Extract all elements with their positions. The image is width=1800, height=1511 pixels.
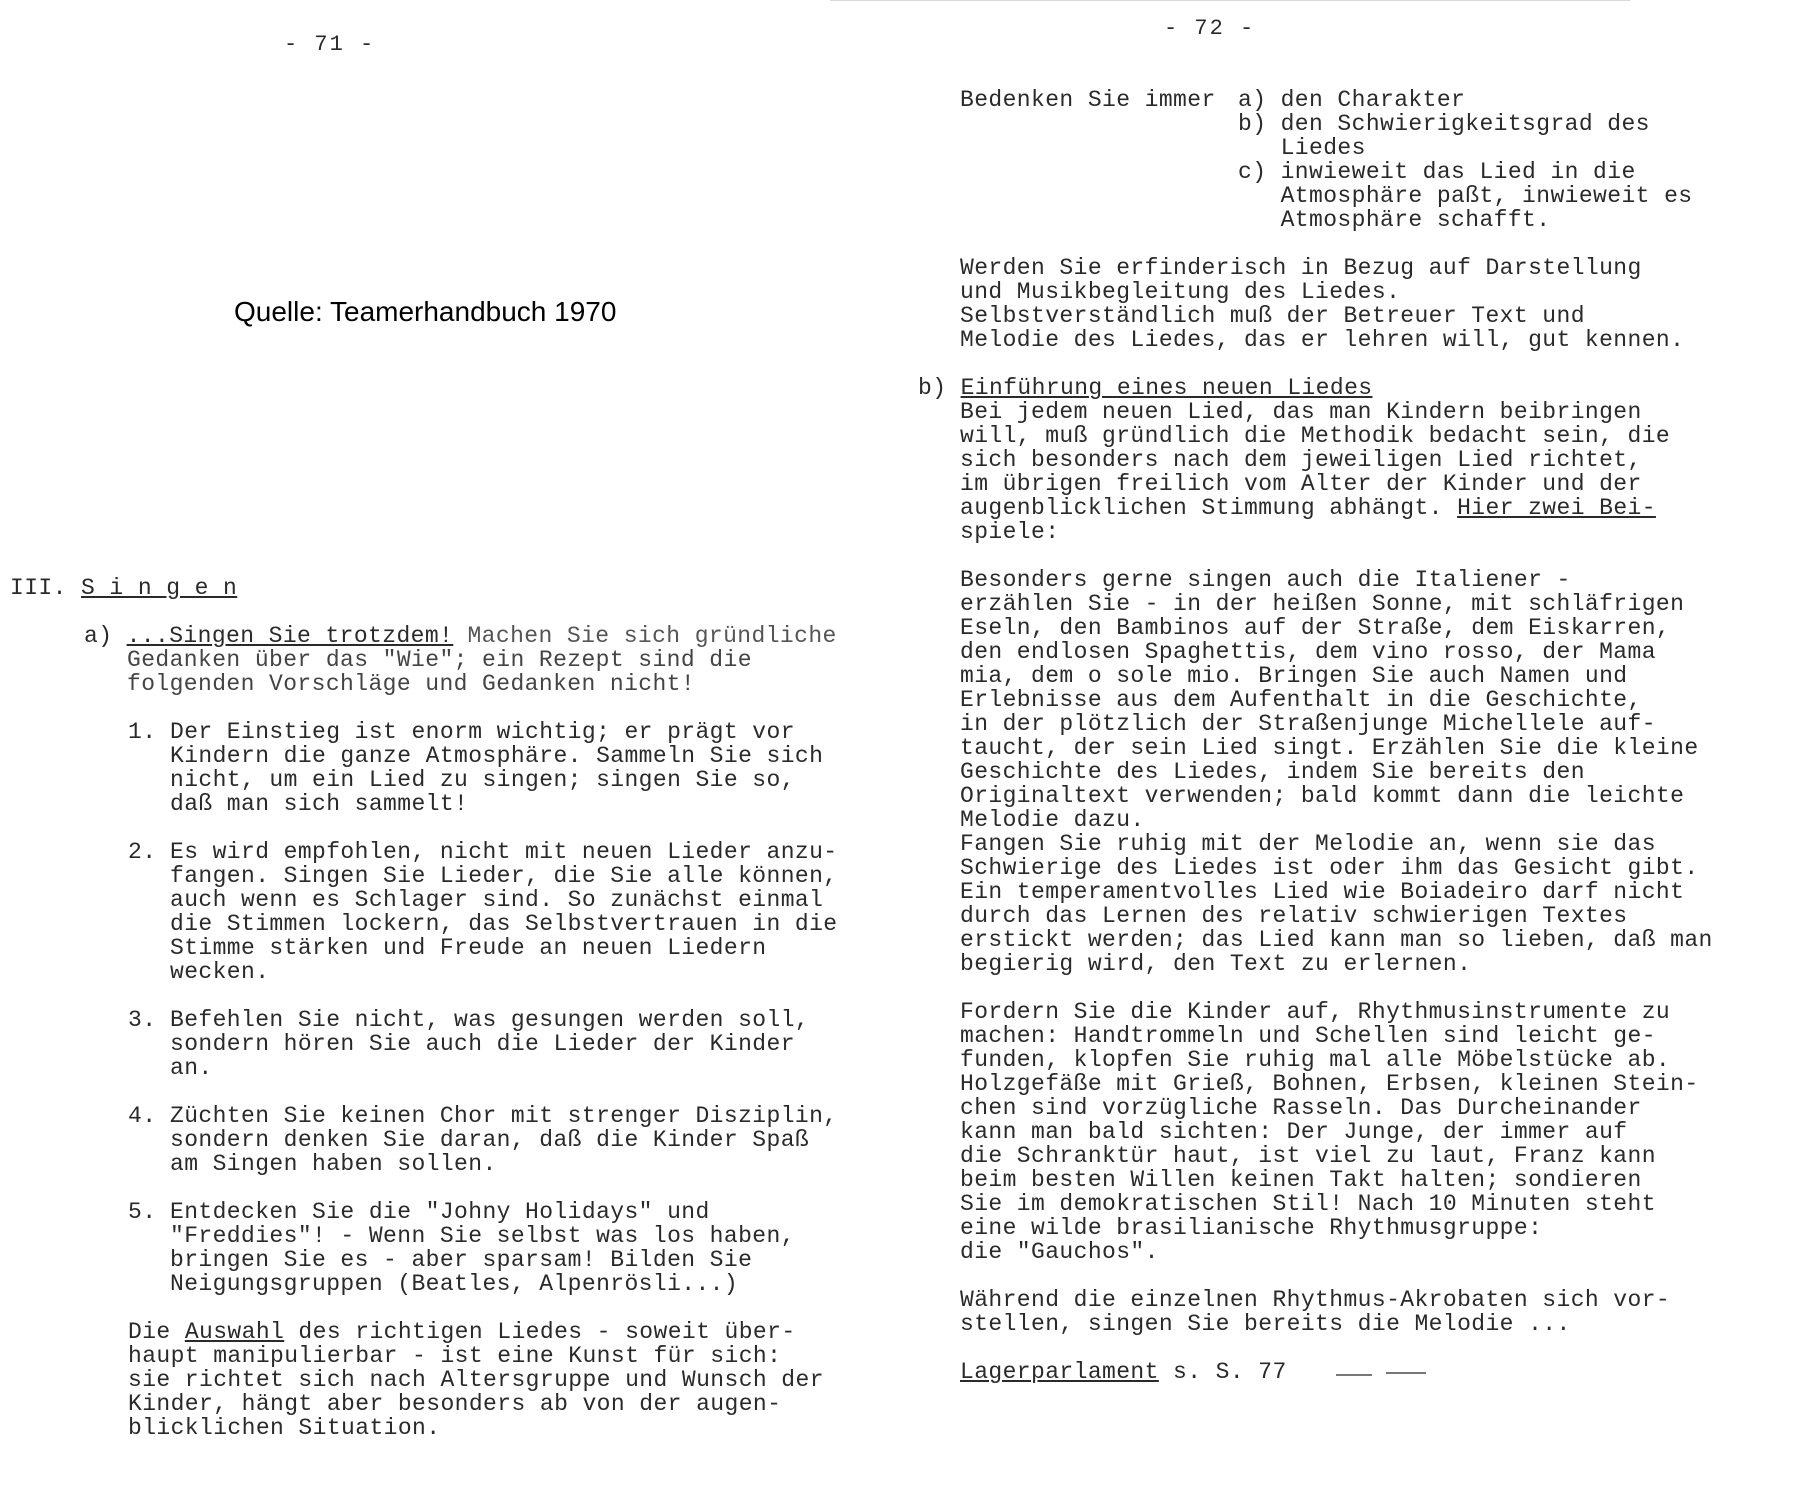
bedenken-list: a) den Charakter b) den Schwierigkeitsgrad des Liedes c) inwieweit das Lied in die Atmosphäre paßt, inwieweit es Atmosphäre schafft.	[1238, 87, 1693, 233]
list-item-text: Züchten Sie keinen Chor mit strenger Disziplin, sondern denken Sie daran, daß die Kinder Spaß am Singen haben sollen.	[170, 1103, 838, 1177]
list-item-number: 4.	[128, 1103, 157, 1129]
list-item	[128, 1007, 810, 1104]
closing-keyword: Auswahl	[184, 1319, 285, 1345]
list-item-number: 1.	[128, 719, 157, 745]
list-item	[128, 1103, 838, 1200]
list-item-text: Befehlen Sie nicht, was gesungen werden soll, sondern hören Sie auch die Lieder der Kinder an.	[170, 1007, 810, 1081]
paragraph-erfinderisch: Werden Sie erfinderisch in Bezug auf Darstellung und Musikbegleitung des Liedes. Selbstverständlich muß der Betreuer Text und Melodie des Liedes, das er lehren will, gut kennen.	[960, 255, 1685, 353]
dash-mark	[1336, 1374, 1372, 1376]
point-b-examples-label: Hier zwei Bei-	[1457, 495, 1656, 521]
list-item-text: Es wird empfohlen, nicht mit neuen Lieder anzu- fangen. Singen Sie Lieder, die Sie alle können, auch wenn es Schlager sind. So zunächst einmal die Stimmen lockern, das Selbstvertrauen in die Stimme stärken und Freude an neuen Liedern wecken.	[170, 839, 838, 985]
point-a-text: Gedanken über das "Wie"; ein Rezept sind die folgenden Vorschläge und Gedanken nicht!	[127, 647, 752, 697]
list-item	[128, 719, 824, 817]
cross-reference	[960, 1360, 1287, 1384]
point-a-title: ...Singen Sie trotzdem!	[126, 623, 454, 649]
point-a-lead-text: Machen Sie sich gründliche	[453, 623, 837, 649]
lagerparlament-ref: s. S. 77	[1158, 1359, 1287, 1385]
lagerparlament-link[interactable]: Lagerparlament	[960, 1359, 1159, 1385]
list-item-number: 5.	[128, 1199, 157, 1225]
point-a-label: a)	[84, 623, 113, 649]
list-item-number: 2.	[128, 839, 157, 865]
section-heading	[10, 576, 237, 600]
point-b-text: Bei jedem neuen Lied, das man Kindern beibringen will, muß gründlich die Methodik bedacht sein, die sich besonders nach dem jeweiligen Lied richtet, im übrigen freilich vom Alter der Kinder und der	[960, 399, 1671, 497]
page-number: - 72 -	[1164, 16, 1256, 41]
point-b-heading	[918, 376, 1372, 400]
paragraph-italiener: Besonders gerne singen auch die Italiener - erzählen Sie - in der heißen Sonne, mit schläfrigen Eseln, den Bambinos auf der Straße, dem Eiskarren, den endlosen Spaghettis, dem vino rosso, der Mama mia, dem o sole mio. Bringen Sie auch Namen und Erlebnisse aus dem Aufenthalt in die Geschichte, in der plötzlich der Straßenjunge Michellele auf- taucht, der sein Lied singt. Erzählen Sie die kleine Geschichte des Liedes, indem Sie bereits den Originaltext verwenden; bald kommt dann die leichte Melodie dazu. Fangen Sie ruhig mit der Melodie an, wenn sie das Schwierige des Liedes ist oder ihm das Gesicht gibt. Ein temperamentvolles Lied wie Boiadeiro darf nicht durch das Lernen des relativ schwierigen Textes erstickt werden; das Lied kann man so lieben, daß man begierig wird, den Text zu erlernen.	[960, 567, 1713, 977]
point-b-last-line	[960, 496, 1656, 520]
list-item-text: Entdecken Sie die "Johny Holidays" und "Freddies"! - Wenn Sie selbst was los haben, bringen Sie es - aber sparsam! Bilden Sie Neigungsgruppen (Beatles, Alpenrösli...)	[170, 1199, 795, 1297]
dash-mark	[1386, 1372, 1426, 1374]
page-72	[900, 0, 1800, 1511]
list-item-number: 3.	[128, 1007, 157, 1033]
source-note: Quelle: Teamerhandbuch 1970	[234, 296, 617, 327]
point-b-title: Einführung eines neuen Liedes	[960, 375, 1373, 401]
list-item-text: Der Einstieg ist enorm wichtig; er prägt vor Kindern die ganze Atmosphäre. Sammeln Sie sich nicht, um ein Lied zu singen; singen Sie so, daß man sich sammelt!	[170, 719, 824, 817]
point-a-heading	[84, 624, 837, 648]
closing-paragraph-first-line	[128, 1320, 796, 1344]
closing-paragraph: haupt manipulierbar - ist eine Kunst für sich: sie richtet sich nach Altersgruppe und Wunsch der Kinder, hängt aber besonders ab von der augen- blicklichen Situation.	[128, 1343, 824, 1441]
paragraph-akrobaten: Während die einzelnen Rhythmus-Akrobaten sich vor- stellen, singen Sie bereits die Melodie ...	[960, 1287, 1671, 1337]
list-item	[128, 839, 838, 985]
point-b-last-text: augenblicklichen Stimmung abhängt.	[960, 495, 1458, 521]
closing-text-post: des richtigen Liedes - soweit über-	[284, 1319, 796, 1345]
paragraph-rhythmus: Fordern Sie die Kinder auf, Rhythmusinstrumente zu machen: Handtrommeln und Schellen sind leicht ge- funden, klopfen Sie ruhig mal alle Möbelstücke ab. Holzgefäße mit Grieß, Bohnen, Erbsen, kleinen Stein- chen sind vorzügliche Rasseln. Das Durcheinander kann man bald sichten: Der Junge, der immer auf die Schranktür haut, ist viel zu laut, Franz kann beim besten Willen keinen Takt halten; sondieren Sie im demokratischen Stil! Nach 10 Minuten steht eine wilde brasilianische Rhythmusgruppe: die "Gauchos".	[960, 999, 1699, 1265]
point-b-label: b)	[918, 375, 947, 401]
list-item	[128, 1199, 795, 1297]
bedenken-intro: Bedenken Sie immer	[960, 87, 1216, 113]
page-number: - 71 -	[284, 32, 376, 57]
section-title: S i n g e n	[81, 575, 238, 601]
closing-text-pre: Die	[128, 1319, 185, 1345]
section-numeral: III.	[10, 575, 67, 601]
point-b-last-cont: spiele:	[960, 519, 1060, 545]
